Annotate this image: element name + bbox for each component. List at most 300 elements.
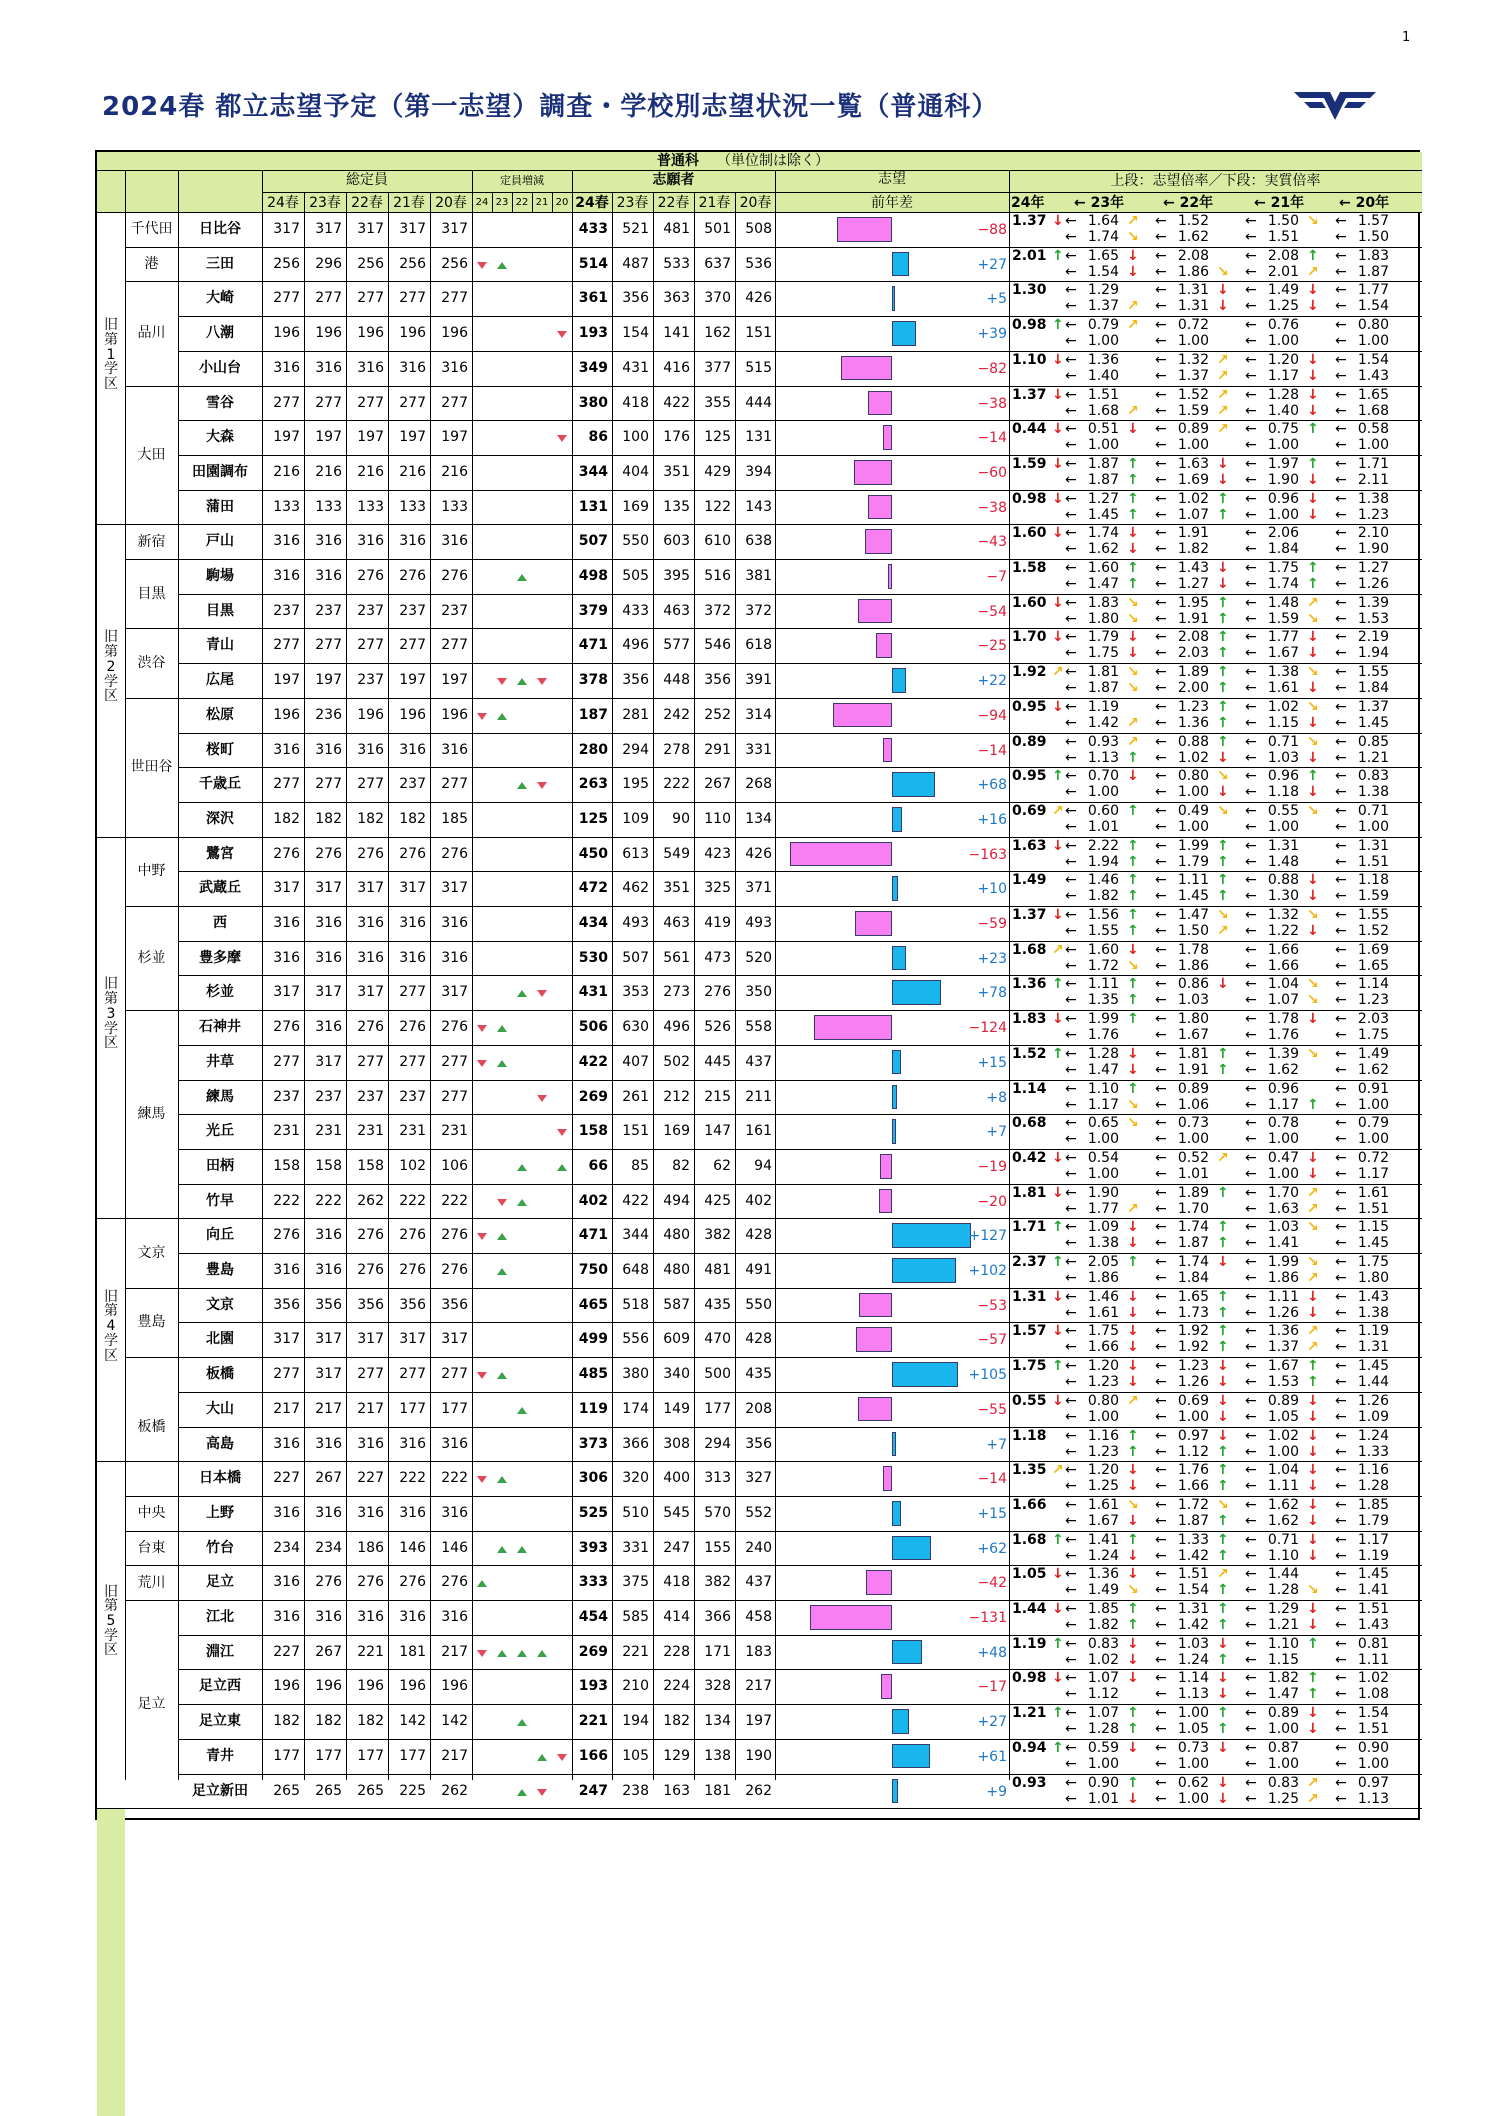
applicant-value: 508 [745,221,772,237]
section-note: （単位制は除く） [717,153,829,169]
capacity-value: 231 [441,1123,468,1140]
actual-ratio: 1.13 [1357,1790,1389,1807]
ratio-trend-icon: ↑ [1052,1219,1064,1236]
ratio-trend-icon: ↓ [1307,1149,1319,1166]
hope-ratio: 1.45 [1357,1566,1389,1583]
diff-value: −38 [977,499,1007,516]
capacity-value: 316 [357,1504,384,1521]
applicant-value: 208 [745,1400,772,1417]
ratio-trend-icon: ↘ [1127,957,1139,974]
arrow-left-icon: ← [1155,1200,1167,1217]
ratio-trend-icon: ↑ [1127,992,1139,1009]
hope-ratio-24: 2.01 [1012,247,1047,264]
applicant-value: 418 [663,1574,690,1591]
actual-ratio: 1.69 [1177,471,1209,488]
arrow-left-icon: ← [1335,818,1347,835]
actual-ratio: 1.86 [1267,1270,1299,1286]
arrow-left-icon: ← [1065,837,1077,854]
capacity-value: 227 [357,1470,384,1487]
ratio-trend-icon: ↓ [1127,1358,1139,1375]
ratio-trend-icon: ↓ [1127,541,1139,558]
hope-ratio: 1.65 [1087,247,1119,264]
actual-ratio: 1.00 [1357,437,1389,454]
capacity-value: 196 [399,706,426,723]
capacity-value: 196 [441,1678,468,1695]
applicant-value: 193 [578,1678,608,1695]
actual-ratio: 1.87 [1087,680,1119,697]
arrow-left-icon: ← [1065,1219,1077,1236]
hope-ratio-24: 1.31 [1012,1288,1047,1305]
actual-ratio: 1.18 [1267,784,1299,801]
grid-line [552,192,553,212]
capacity-value: 234 [273,1539,300,1556]
arrow-left-icon: ← [1155,1219,1167,1236]
applicant-value: 261 [622,1088,649,1105]
arrow-left-icon: ← [1155,1547,1167,1564]
arrow-left-icon: ← [1245,1115,1257,1132]
arrow-left-icon: ← [1335,957,1347,974]
diff-value: −25 [977,638,1007,655]
actual-ratio: 1.00 [1267,1131,1299,1148]
applicant-value: 481 [704,1262,731,1278]
applicant-value: 487 [622,255,649,272]
capacity-decrease-icon [537,1095,547,1102]
hope-ratio: 1.02 [1267,698,1299,715]
arrow-left-icon: ← [1155,1288,1167,1305]
hope-ratio: 1.10 [1267,1635,1299,1652]
ratio-trend-icon: ↓ [1217,455,1229,472]
actual-ratio: 1.00 [1267,1443,1299,1460]
grid-line [178,1496,1422,1497]
arrow-left-icon: ← [1065,1115,1077,1132]
arrow-left-icon: ← [1335,1755,1347,1772]
arrow-left-icon: ← [1335,437,1347,454]
arrow-left-icon: ← [1065,1670,1077,1687]
actual-ratio: 1.44 [1357,1374,1389,1391]
arrow-left-icon: ← [1245,1443,1257,1460]
applicant-value: 514 [578,255,608,272]
hope-ratio: 1.78 [1267,1011,1299,1028]
actual-ratio: 1.49 [1087,1582,1119,1599]
capacity-value: 277 [273,637,300,654]
grid-line [178,941,1422,942]
school-name: 上野 [206,1504,234,1521]
diff-value: −20 [977,1193,1007,1210]
actual-ratio: 1.74 [1267,576,1299,592]
hope-ratio: 1.17 [1357,1531,1389,1548]
hope-ratio: 1.31 [1177,282,1209,299]
grid-line [178,351,1422,352]
actual-ratio: 1.47 [1087,1061,1119,1078]
capacity-decrease-icon [477,1060,487,1067]
actual-ratio: 1.53 [1357,610,1389,627]
applicant-value: 496 [663,1019,690,1036]
arrow-left-icon: ← [1245,1288,1257,1305]
grid-line [97,837,178,838]
hope-ratio: 2.03 [1357,1011,1389,1028]
capacity-value: 196 [441,325,468,342]
ward-name: 板橋 [137,1418,166,1435]
arrow-left-icon: ← [1245,1408,1257,1425]
arrow-left-icon: ← [1335,1061,1347,1078]
arrow-left-icon: ← [1065,263,1077,280]
arrow-left-icon: ← [1245,594,1257,611]
arrow-left-icon: ← [1065,471,1077,488]
ratio-trend-icon: ↑ [1307,1096,1319,1113]
capacity-value: 316 [441,915,468,931]
applicant-value: 433 [622,602,649,619]
actual-ratio: 1.80 [1357,1270,1389,1286]
applicant-value: 536 [745,255,772,272]
applicant-value: 351 [663,880,690,897]
arrow-left-icon: ← [1155,471,1167,488]
diff-bar [876,633,892,658]
arrow-left-icon: ← [1245,1323,1257,1340]
capacity-value: 216 [399,463,426,480]
actual-ratio: 1.73 [1177,1304,1209,1321]
hope-ratio: 0.75 [1267,421,1299,438]
actual-ratio: 1.17 [1267,1096,1299,1113]
ratio-trend-icon: ↓ [1307,351,1319,368]
applicant-value: 215 [704,1088,731,1105]
capacity-value: 158 [273,1157,300,1174]
ratio-trend-icon: ↑ [1217,698,1229,715]
capacity-value: 276 [273,1019,300,1036]
applicant-value: 463 [663,602,690,619]
capacity-value: 277 [399,290,426,307]
applicant-value: 327 [745,1470,772,1487]
arrow-left-icon: ← [1335,923,1347,939]
arrow-left-icon: ← [1335,749,1347,766]
arrow-left-icon: ← [1065,525,1077,542]
applicant-value: 481 [663,221,690,237]
capacity-value: 217 [357,1400,384,1417]
capacity-value: 316 [357,1609,384,1625]
actual-ratio: 1.38 [1087,1235,1119,1252]
arrow-left-icon: ← [1245,1617,1257,1633]
capacity-value: 276 [357,1019,384,1036]
hope-ratio: 1.32 [1177,351,1209,368]
hope-ratio-24: 0.69 [1012,802,1047,819]
capacity-value: 277 [399,637,426,654]
ratio-trend-icon: ↘ [1307,1254,1319,1270]
grid-line [125,698,178,699]
applicant-value: 372 [704,602,731,619]
actual-ratio: 1.00 [1357,818,1389,835]
hope-ratio: 2.10 [1357,525,1389,542]
arrow-left-icon: ← [1155,837,1167,854]
diff-bar [892,1779,898,1804]
hope-ratio: 0.89 [1267,1705,1299,1722]
actual-ratio: 1.80 [1087,610,1119,627]
hope-ratio: 1.23 [1177,1358,1209,1375]
capacity-value: 276 [441,1574,468,1591]
capacity-value: 216 [315,463,342,480]
applicant-value: 472 [578,880,608,897]
arrow-left-icon: ← [1245,490,1257,507]
hope-ratio: 1.02 [1357,1670,1389,1687]
hope-ratio: 1.50 [1267,213,1299,229]
actual-ratio: 1.00 [1087,1755,1119,1772]
hope-ratio: 1.83 [1087,594,1119,611]
applicant-value: 394 [745,463,772,480]
grid-line [532,192,533,212]
capacity-decrease-icon [557,435,567,442]
capacity-year-header: 22春 [351,195,383,211]
hope-ratio: 1.43 [1357,1288,1389,1305]
capacity-value: 316 [399,1435,426,1452]
applicant-value: 306 [578,1470,608,1487]
capacity-year-header: 24春 [267,195,299,211]
arrow-left-icon: ← [1245,664,1257,681]
diff-bar [892,876,898,901]
arrow-left-icon: ← [1335,506,1347,523]
ward-name: 中央 [137,1505,166,1522]
capacity-value: 256 [441,255,468,272]
ratio-trend-icon: ↘ [1307,992,1319,1009]
actual-ratio: 1.24 [1177,1651,1209,1668]
arrow-left-icon: ← [1335,853,1347,870]
ratio-trend-icon: ↘ [1127,1496,1139,1513]
hope-ratio: 0.81 [1357,1635,1389,1652]
applicant-value: 516 [704,568,731,584]
arrow-left-icon: ← [1155,1080,1167,1097]
ratio-trend-icon: ↑ [1052,768,1064,785]
actual-ratio: 1.10 [1267,1547,1299,1564]
arrow-left-icon: ← [1335,1582,1347,1599]
hope-ratio: 1.54 [1357,351,1389,368]
applicant-value: 510 [622,1504,649,1521]
applicant-value: 444 [745,394,772,411]
arrow-left-icon: ← [1065,1200,1077,1217]
school-name: 青井 [206,1747,234,1764]
capacity-value: 316 [357,915,384,931]
grid-line [125,628,178,629]
capacity-header: 総定員 [346,172,388,188]
ratio-trend-icon: ↑ [1127,1705,1139,1722]
diff-value: −43 [977,534,1007,551]
arrow-left-icon: ← [1065,664,1077,681]
capacity-value: 237 [357,672,384,689]
arrow-left-icon: ← [1065,1790,1077,1807]
ratio-trend-icon: ↓ [1307,386,1319,403]
applicant-value: 182 [663,1713,690,1730]
arrow-left-icon: ← [1155,1790,1167,1807]
applicant-value: 448 [663,672,690,689]
arrow-left-icon: ← [1155,714,1167,731]
arrow-left-icon: ← [1065,1774,1077,1791]
diff-bar [841,356,892,381]
hope-ratio: 0.65 [1087,1115,1119,1132]
arrow-left-icon: ← [1245,629,1257,646]
actual-ratio: 1.06 [1177,1096,1209,1113]
applicant-value: 381 [745,568,772,584]
capacity-value: 196 [315,1678,342,1695]
arrow-left-icon: ← [1245,957,1257,974]
arrow-left-icon: ← [1065,490,1077,507]
capacity-value: 316 [315,1262,342,1278]
arrow-left-icon: ← [1335,351,1347,368]
actual-ratio: 1.77 [1087,1200,1119,1217]
arrow-left-icon: ← [1155,1721,1167,1738]
arrow-left-icon: ← [1335,1651,1347,1668]
applicant-value: 217 [745,1678,772,1695]
capacity-value: 276 [357,1574,384,1591]
diff-value: +27 [977,256,1007,273]
ratio-trend-icon: ↗ [1127,213,1139,229]
ratio-trend-icon: ↑ [1217,1705,1229,1722]
actual-ratio: 1.13 [1177,1686,1209,1703]
hope-ratio: 0.96 [1267,768,1299,785]
school-name: 日比谷 [199,221,241,237]
ratio-trend-icon: ↓ [1052,594,1064,611]
hope-ratio: 0.79 [1087,317,1119,334]
ratio-year-header: ← 22年 [1163,195,1214,211]
capacity-value: 133 [273,498,300,515]
arrow-left-icon: ← [1245,1165,1257,1182]
hope-ratio-24: 0.94 [1012,1739,1047,1756]
capacity-value: 317 [357,1331,384,1348]
arrow-left-icon: ← [1065,455,1077,472]
ratio-trend-icon: ↑ [1052,1045,1064,1062]
ratio-trend-icon: ↘ [1307,907,1319,923]
capacity-year-header: 21春 [393,195,425,211]
diff-bar [888,564,892,589]
applicant-value: 143 [745,498,772,515]
capacity-value: 277 [441,1053,468,1070]
actual-ratio: 1.52 [1357,923,1389,939]
actual-ratio: 1.21 [1357,749,1389,766]
change-year-header: 23 [495,197,509,208]
hope-ratio-24: 1.21 [1012,1705,1047,1722]
actual-ratio: 1.01 [1087,818,1119,835]
arrow-left-icon: ← [1245,213,1257,229]
actual-ratio: 1.40 [1087,367,1119,384]
ratio-trend-icon: ↑ [1217,1061,1229,1078]
arrow-left-icon: ← [1335,1531,1347,1548]
hope-ratio-24: 1.60 [1012,594,1047,611]
applicant-value: 550 [622,533,649,550]
applicant-value: 82 [672,1157,690,1174]
ward-name: 豊島 [137,1314,166,1331]
ratio-trend-icon: ↓ [1217,1790,1229,1807]
capacity-value: 316 [441,741,468,758]
capacity-value: 236 [315,706,342,723]
arrow-left-icon: ← [1335,455,1347,472]
capacity-value: 197 [273,672,300,689]
ratio-trend-icon: ↘ [1307,733,1319,750]
arrow-left-icon: ← [1245,455,1257,472]
applicant-value: 428 [745,1331,772,1348]
capacity-value: 197 [357,429,384,446]
diff-bar [892,1050,901,1075]
capacity-decrease-icon [477,1476,487,1483]
ratio-trend-icon: ↑ [1217,629,1229,646]
hope-ratio: 1.77 [1267,629,1299,646]
arrow-left-icon: ← [1335,1686,1347,1703]
arrow-left-icon: ← [1065,506,1077,523]
arrow-left-icon: ← [1155,402,1167,419]
school-name: 大崎 [206,290,234,307]
hope-ratio: 0.96 [1267,490,1299,507]
ratio-trend-icon: ↗ [1217,367,1229,384]
arrow-left-icon: ← [1155,1739,1167,1756]
capacity-decrease-icon [477,1650,487,1657]
ward-name: 世田谷 [130,759,173,776]
capacity-value: 186 [357,1539,384,1556]
hope-ratio-24: 1.70 [1012,629,1047,646]
applicant-value: 222 [663,776,690,793]
applicant-value: 501 [704,221,731,237]
ratio-trend-icon: ↑ [1127,872,1139,889]
arrow-left-icon: ← [1065,1027,1077,1044]
applicant-value: 550 [745,1296,772,1313]
capacity-value: 316 [315,568,342,584]
actual-ratio: 1.84 [1177,1270,1209,1286]
arrow-left-icon: ← [1335,784,1347,801]
arrow-left-icon: ← [1335,1270,1347,1286]
grid-line [178,1461,1422,1462]
ratio-trend-icon: ↓ [1307,1011,1319,1028]
actual-ratio: 1.11 [1357,1651,1389,1668]
arrow-left-icon: ← [1335,907,1347,923]
capacity-value: 277 [441,776,468,793]
ratio-trend-icon: ↘ [1307,1045,1319,1062]
ratio-trend-icon: ↓ [1307,1462,1319,1479]
hope-ratio: 1.99 [1087,1011,1119,1028]
arrow-left-icon: ← [1335,698,1347,715]
hope-ratio: 1.91 [1177,525,1209,542]
arrow-left-icon: ← [1335,560,1347,576]
capacity-value: 237 [315,602,342,619]
diff-bar [858,599,892,624]
applicant-value: 493 [745,915,772,931]
capacity-value: 356 [273,1296,300,1313]
hope-ratio: 2.06 [1267,525,1299,542]
arrow-left-icon: ← [1335,247,1347,264]
grid-line [178,1704,1422,1705]
arrow-left-icon: ← [1155,957,1167,974]
grid-line [125,559,178,560]
arrow-left-icon: ← [1335,1705,1347,1722]
arrow-left-icon: ← [1335,976,1347,993]
arrow-left-icon: ← [1065,923,1077,939]
actual-ratio: 1.68 [1087,402,1119,419]
arrow-left-icon: ← [1335,263,1347,280]
applicant-value: 169 [663,1123,690,1140]
hope-ratio: 1.44 [1267,1566,1299,1583]
ratio-trend-icon: ↑ [1127,923,1139,939]
diff-value: −163 [968,846,1007,863]
hope-ratio: 0.80 [1087,1392,1119,1409]
actual-ratio: 1.54 [1357,298,1389,315]
actual-ratio: 1.62 [1267,1512,1299,1529]
hope-ratio: 1.20 [1267,351,1299,368]
capacity-value: 317 [315,221,342,237]
applicant-value: 210 [622,1678,649,1695]
actual-ratio: 1.54 [1087,263,1119,280]
applicant-value: 361 [578,290,608,307]
capacity-value: 196 [399,325,426,342]
grid-line [178,1808,1422,1809]
hope-ratio-24: 2.37 [1012,1254,1047,1270]
applicant-value: 433 [578,221,608,237]
capacity-decrease-icon [557,331,567,338]
arrow-left-icon: ← [1245,1304,1257,1321]
ratio-trend-icon: ↑ [1307,1358,1319,1375]
actual-ratio: 1.87 [1177,1235,1209,1252]
hope-ratio: 1.19 [1357,1323,1389,1340]
